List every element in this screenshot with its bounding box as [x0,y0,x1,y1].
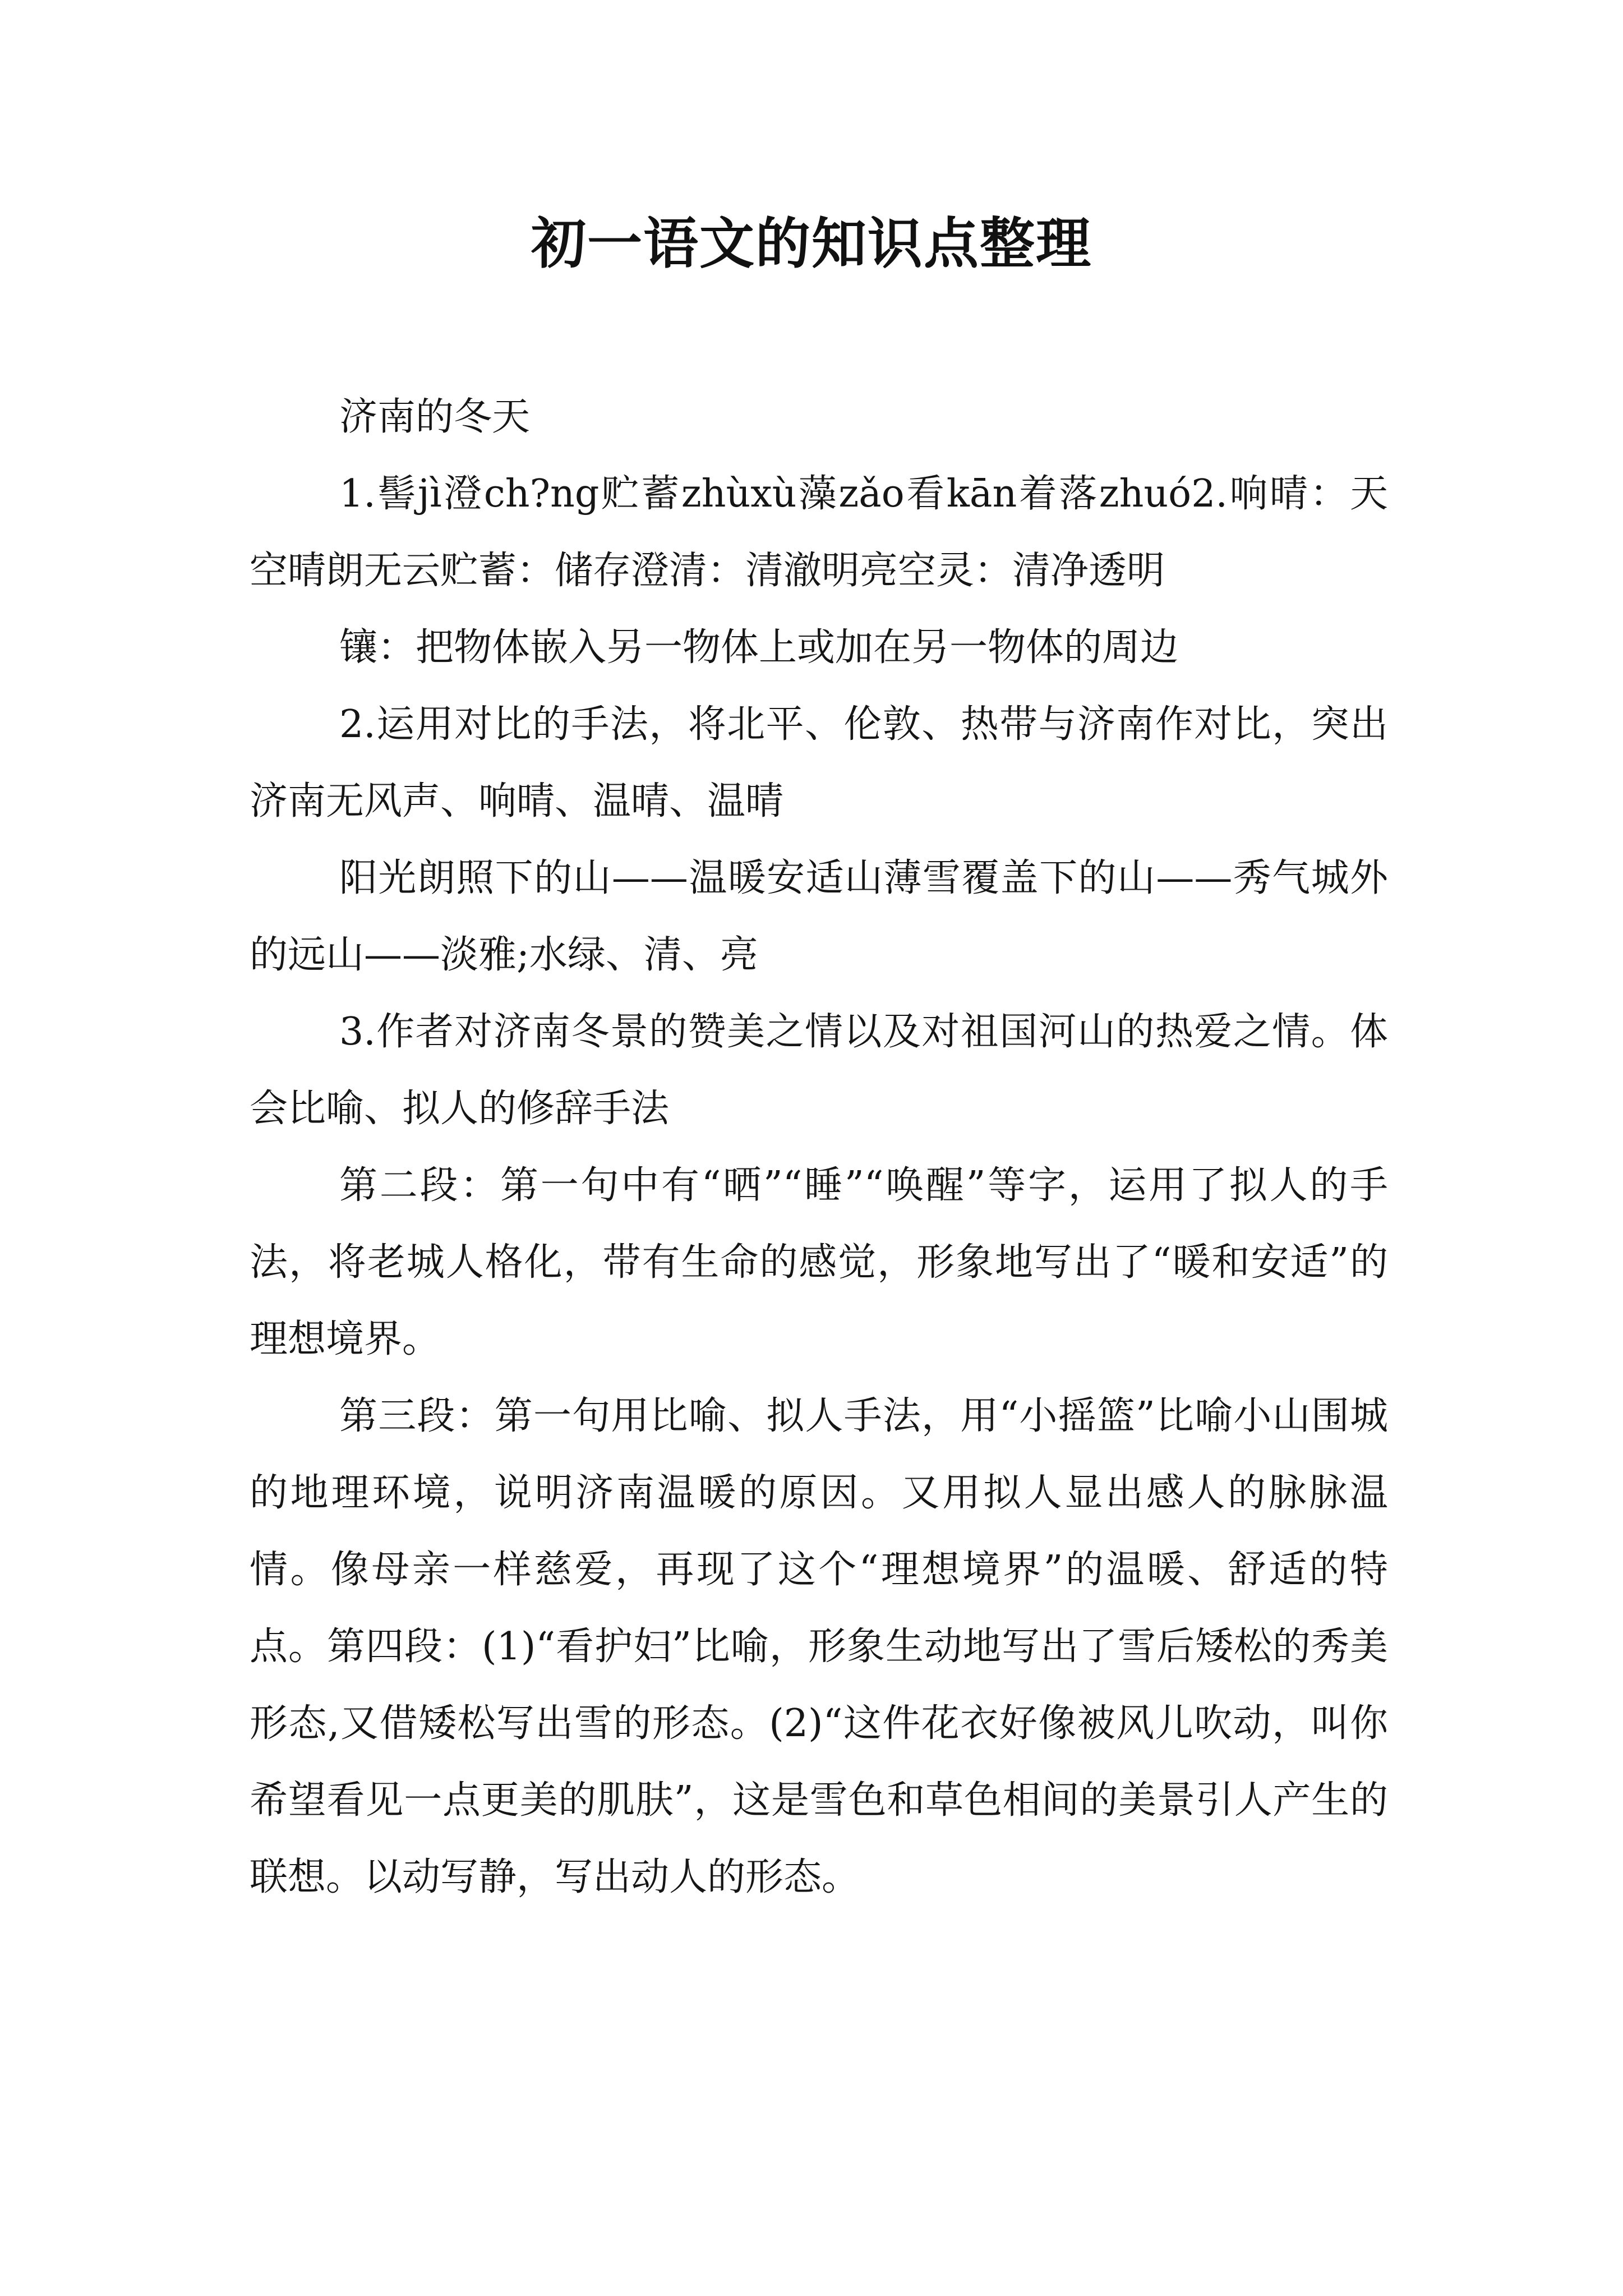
paragraph: 第三段：第一句用比喻、拟人手法，用“小摇篮”比喻小山围城的地理环境，说明济南温暖的原因。又用拟人显出感人的脉脉温情。像母亲一样慈爱，再现了这个“理想境界”的温暖、舒适的特点。第四段：(1)“看护妇”比喻，形象生动地写出了雪后矮松的秀美形态,又借矮松写出雪的形态。(2)“这件花衣好像被风儿吹动，叫你希望看见一点更美的肌肤”，这是雪色和草色相间的美景引人产生的联想。以动写静，写出动人的形态。 [250,1394,1388,1899]
section-heading: 济南的冬天 [339,395,531,439]
paragraph: 镶：把物体嵌入另一物体上或加在另一物体的周边 [339,625,1179,670]
document-body [250,379,1388,1916]
paragraph: 3.作者对济南冬景的赞美之情以及对祖国河山的热爱之情。体会比喻、拟人的修辞手法 [250,1010,1388,1131]
paragraph: 阳光朗照下的山——温暖安适山薄雪覆盖下的山——秀气城外的远山——淡雅;水绿、清、亮 [250,856,1388,977]
paragraph: 第二段：第一句中有“晒”“睡”“唤醒”等字，运用了拟人的手法，将老城人格化，带有生命的感觉，形象地写出了“暖和安适”的理想境界。 [250,1163,1388,1361]
paragraph: 2.运用对比的手法，将北平、伦敦、热带与济南作对比，突出济南无风声、响晴、温晴、温晴 [250,702,1388,823]
document-title: 初一语文的知识点整理 [531,211,1092,276]
paragraph: 1.髻jì澄ch?ng贮蓄zhùxù藻zǎo看kān着落zhuó2.响晴：天空晴朗无云贮蓄：储存澄清：清澈明亮空灵：清净透明 [250,472,1388,593]
